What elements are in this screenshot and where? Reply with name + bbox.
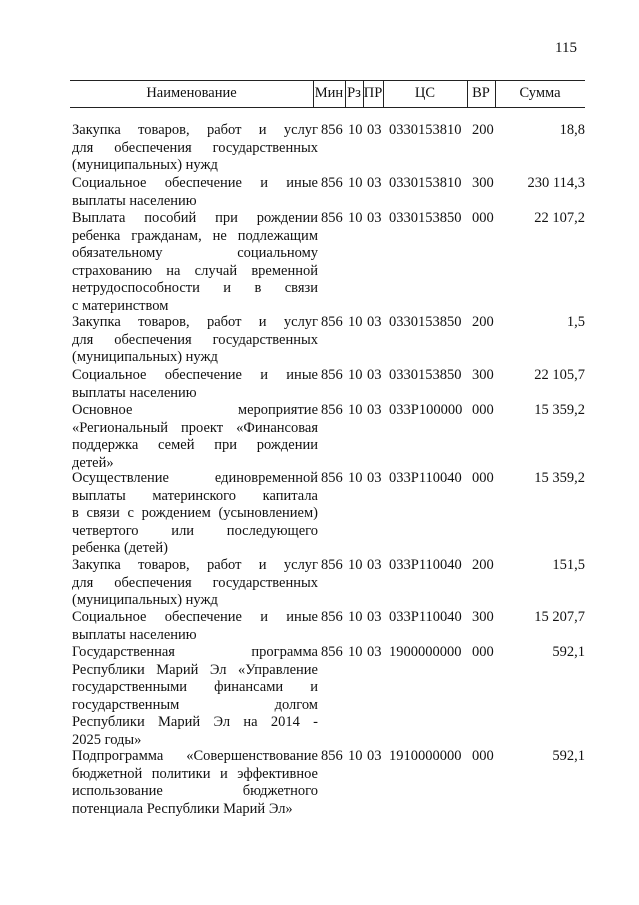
cell-vr: 200	[472, 557, 494, 573]
row-name-line: Социальное обеспечение и иные	[72, 175, 318, 191]
cell-sum: 18,8	[559, 122, 585, 138]
cell-cs: 1900000000	[389, 644, 462, 660]
cell-cs: 0330153810	[389, 122, 462, 138]
cell-sum: 22 105,7	[534, 367, 585, 383]
row-name-line: страхованию на случай временной	[72, 262, 318, 279]
cell-pr: 03	[367, 644, 382, 660]
cell-sum: 15 207,7	[534, 609, 585, 625]
cell-cs: 0330153850	[389, 314, 462, 330]
header-cs: ЦС	[414, 85, 436, 101]
row-name-line: в связи с рождением (усыновлением)	[72, 505, 318, 522]
cell-rz: 10	[348, 609, 363, 625]
cell-pr: 03	[367, 122, 382, 138]
cell-rz: 10	[348, 122, 363, 138]
row-name	[72, 644, 318, 750]
cell-cs: 033P110040	[389, 470, 462, 486]
row-name-line: Закупка товаров, работ и услуг	[72, 122, 318, 138]
cell-min: 856	[321, 367, 343, 383]
cell-rz: 10	[348, 175, 363, 191]
row-name	[72, 367, 318, 402]
cell-pr: 03	[367, 175, 382, 191]
row-name-line: четвертого или последующего	[72, 522, 318, 539]
cell-sum: 151,5	[552, 557, 585, 573]
row-name-line: Социальное обеспечение и иные	[72, 367, 318, 383]
row-name	[72, 470, 318, 558]
row-name	[72, 122, 318, 175]
cell-rz: 10	[348, 748, 363, 764]
cell-min: 856	[321, 748, 343, 764]
cell-cs: 033P100000	[389, 402, 463, 418]
cell-cs: 0330153850	[389, 210, 462, 226]
row-name-line: обязательному социальному	[72, 245, 318, 262]
header-rz: Рз	[347, 85, 361, 101]
row-name-line: «Региональный проект «Финансовая	[72, 419, 318, 436]
row-name-line: поддержка семей при рождении	[72, 437, 318, 454]
row-name-line: детей»	[72, 454, 114, 471]
row-name	[72, 609, 318, 644]
row-name	[72, 314, 318, 367]
row-name-line: ребенка (детей)	[72, 540, 168, 557]
header-name: Наименование	[146, 85, 237, 101]
cell-min: 856	[321, 402, 343, 418]
row-name	[72, 175, 318, 210]
row-name-line: 2025 годы»	[72, 731, 142, 748]
row-name-line: для обеспечения государственных	[72, 139, 318, 156]
row-name-line: выплаты материнского капитала	[72, 487, 318, 504]
cell-min: 856	[321, 175, 343, 191]
row-name-line: государственными финансами и	[72, 679, 318, 696]
header-pr: ПР	[363, 85, 383, 101]
row-name-line: для обеспечения государственных	[72, 331, 318, 348]
cell-pr: 03	[367, 314, 382, 330]
row-name-line: выплаты населению	[72, 192, 197, 209]
cell-vr: 300	[472, 609, 494, 625]
row-name-line: ребенка гражданам, не подлежащим	[72, 227, 318, 244]
cell-sum: 22 107,2	[534, 210, 585, 226]
cell-cs: 1910000000	[389, 748, 462, 764]
row-name-line: (муниципальных) нужд	[72, 592, 218, 609]
cell-rz: 10	[348, 210, 363, 226]
row-name-line: Подпрограмма «Совершенствование	[72, 748, 318, 764]
cell-vr: 000	[472, 402, 494, 418]
row-name-line: Осуществление единовременной	[72, 470, 318, 486]
cell-vr: 200	[472, 314, 494, 330]
row-name	[72, 557, 318, 610]
row-name-line: Государственная программа	[72, 644, 318, 660]
cell-pr: 03	[367, 470, 382, 486]
cell-min: 856	[321, 314, 343, 330]
cell-cs: 033P110040	[389, 609, 462, 625]
row-name-line: потенциала Республики Марий Эл»	[72, 800, 293, 817]
row-name-line: выплаты населению	[72, 384, 197, 401]
cell-rz: 10	[348, 557, 363, 573]
row-name-line: с материнством	[72, 297, 169, 314]
row-name-line: выплаты населению	[72, 626, 197, 643]
cell-min: 856	[321, 122, 343, 138]
cell-vr: 300	[472, 175, 494, 191]
cell-cs: 0330153810	[389, 175, 462, 191]
cell-sum: 15 359,2	[534, 402, 585, 418]
cell-rz: 10	[348, 314, 363, 330]
row-name	[72, 210, 318, 316]
cell-rz: 10	[348, 470, 363, 486]
row-name-line: Закупка товаров, работ и услуг	[72, 557, 318, 573]
cell-min: 856	[321, 470, 343, 486]
header-sum: Сумма	[519, 85, 561, 101]
cell-vr: 000	[472, 644, 494, 660]
row-name-line: для обеспечения государственных	[72, 574, 318, 591]
cell-min: 856	[321, 644, 343, 660]
row-name-line: Закупка товаров, работ и услуг	[72, 314, 318, 330]
row-name-line: Выплата пособий при рождении	[72, 210, 318, 226]
cell-pr: 03	[367, 748, 382, 764]
cell-sum: 230 114,3	[527, 175, 585, 191]
row-name-line: бюджетной политики и эффективное	[72, 765, 318, 782]
cell-rz: 10	[348, 367, 363, 383]
table-header	[70, 80, 585, 108]
cell-vr: 000	[472, 748, 494, 764]
row-name-line: (муниципальных) нужд	[72, 349, 218, 366]
cell-cs: 0330153850	[389, 367, 462, 383]
cell-rz: 10	[348, 644, 363, 660]
cell-rz: 10	[348, 402, 363, 418]
cell-min: 856	[321, 557, 343, 573]
header-vr: ВР	[472, 85, 490, 101]
cell-pr: 03	[367, 210, 382, 226]
cell-pr: 03	[367, 557, 382, 573]
row-name	[72, 748, 318, 818]
cell-pr: 03	[367, 402, 382, 418]
row-name	[72, 402, 318, 472]
cell-pr: 03	[367, 609, 382, 625]
cell-sum: 15 359,2	[534, 470, 585, 486]
header-min: Мин	[314, 85, 344, 101]
row-name-line: государственным долгом	[72, 696, 318, 713]
row-name-line: (муниципальных) нужд	[72, 157, 218, 174]
row-name-line: Республики Марий Эл «Управление	[72, 661, 318, 678]
cell-vr: 000	[472, 470, 494, 486]
row-name-line: использование бюджетного	[72, 783, 318, 800]
cell-pr: 03	[367, 367, 382, 383]
row-name-line: Основное мероприятие	[72, 402, 318, 418]
cell-sum: 1,5	[566, 314, 585, 330]
cell-sum: 592,1	[552, 748, 585, 764]
cell-vr: 000	[472, 210, 494, 226]
cell-min: 856	[321, 210, 343, 226]
row-name-line: Социальное обеспечение и иные	[72, 609, 318, 625]
cell-cs: 033P110040	[389, 557, 462, 573]
cell-sum: 592,1	[552, 644, 585, 660]
cell-vr: 300	[472, 367, 494, 383]
page-number: 115	[555, 40, 577, 56]
cell-vr: 200	[472, 122, 494, 138]
row-name-line: Республики Марий Эл на 2014 -	[72, 714, 318, 731]
cell-min: 856	[321, 609, 343, 625]
row-name-line: нетрудоспособности и в связи	[72, 280, 318, 297]
